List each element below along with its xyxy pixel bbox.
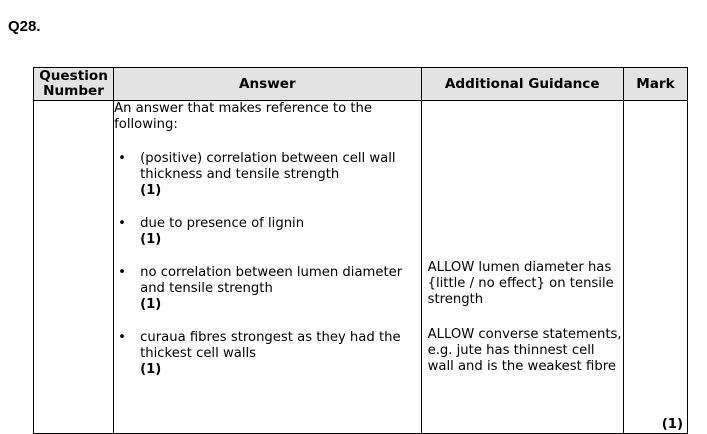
answer-cell bbox=[114, 101, 421, 434]
header-question-number: Question Number bbox=[34, 68, 114, 101]
question-label: Q28. bbox=[8, 18, 41, 35]
list-item bbox=[114, 151, 420, 199]
point-mark: (1) bbox=[140, 232, 162, 247]
guidance-cell bbox=[421, 101, 623, 434]
point-text: (positive) correlation between cell wall thickness and tensile strength bbox=[140, 151, 396, 182]
bullet-icon: • bbox=[118, 330, 126, 345]
answer-intro: An answer that makes reference to the following: bbox=[114, 101, 372, 132]
point-mark: (1) bbox=[140, 362, 162, 377]
list-item bbox=[114, 330, 420, 378]
point-text: due to presence of lignin bbox=[140, 216, 305, 231]
header-mark: Mark bbox=[623, 68, 687, 101]
question-number-cell bbox=[34, 101, 114, 434]
answer-points-list bbox=[114, 151, 420, 378]
table-header-row bbox=[34, 68, 688, 101]
header-additional-guidance: Additional Guidance bbox=[421, 68, 623, 101]
point-text: no correlation between lumen diameter and tensile strength bbox=[140, 265, 403, 296]
point-mark: (1) bbox=[140, 297, 162, 312]
list-item bbox=[114, 265, 420, 313]
mark-scheme-table bbox=[33, 67, 688, 434]
mark-value: (1) bbox=[661, 417, 683, 432]
bullet-icon: • bbox=[118, 216, 126, 231]
bullet-icon: • bbox=[118, 265, 126, 280]
bullet-icon: • bbox=[118, 151, 126, 166]
table-row bbox=[34, 101, 688, 434]
list-item bbox=[114, 216, 420, 248]
header-answer: Answer bbox=[114, 68, 421, 101]
guidance-text: ALLOW converse statements, e.g. jute has thinnest cell wall and is the weakest fibre bbox=[427, 327, 622, 374]
guidance-text: ALLOW lumen diameter has {little / no effect} on tensile strength bbox=[427, 260, 614, 307]
point-mark: (1) bbox=[140, 183, 162, 198]
mark-cell bbox=[623, 101, 687, 434]
point-text: curaua fibres strongest as they had the thickest cell walls bbox=[140, 330, 401, 361]
